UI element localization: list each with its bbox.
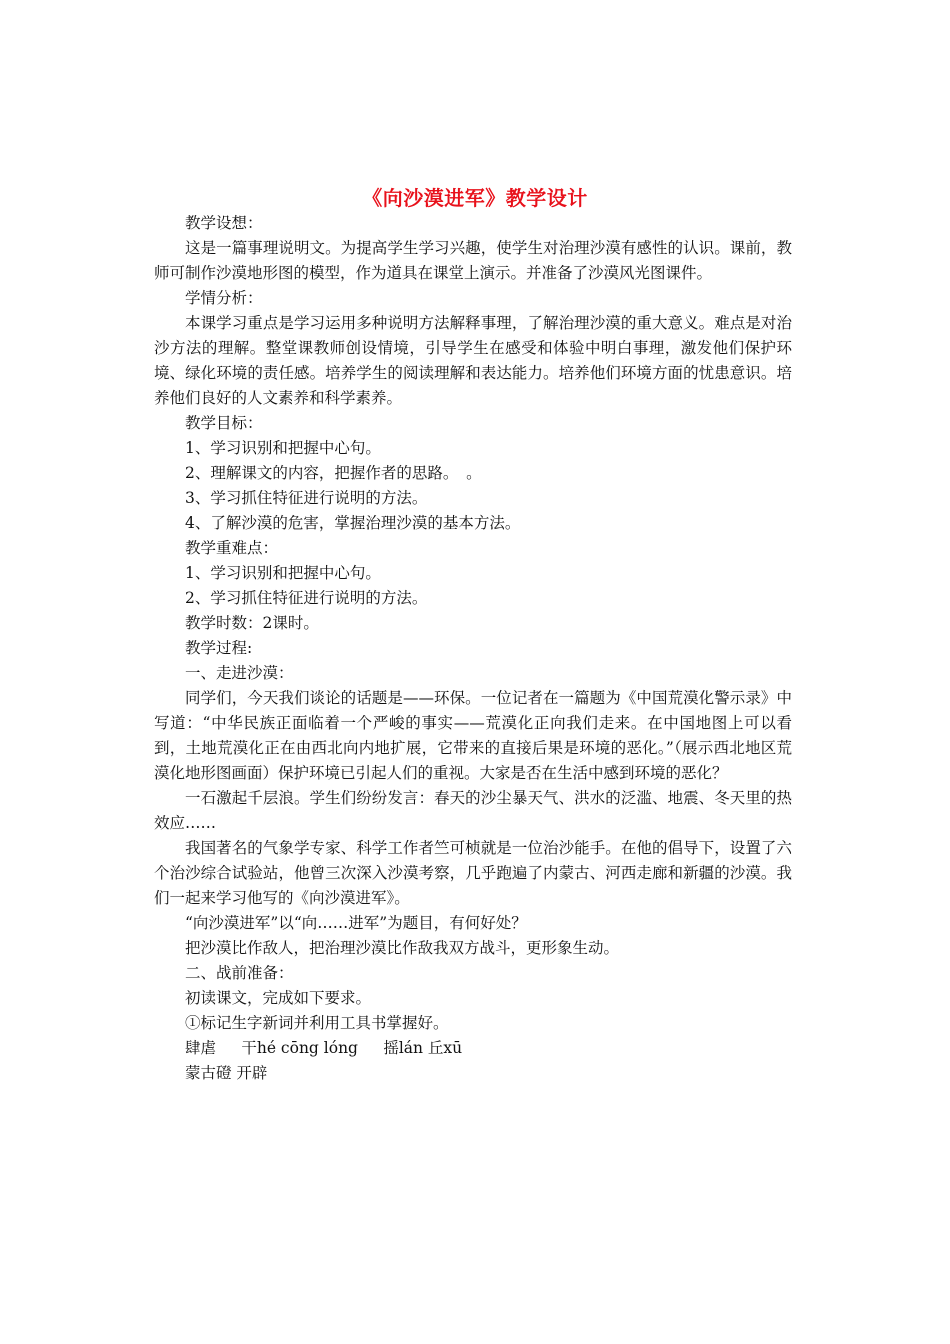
- section-heading-2: 二、战前准备：: [185, 964, 294, 982]
- vocabulary-row-2: 蒙古磴 开辟: [185, 1064, 268, 1082]
- document-title: 《向沙漠进军》教学设计: [362, 186, 588, 210]
- vocabulary-row-1: 肆虐 干hé cōng lóng 摇lán 丘xū: [185, 1039, 463, 1057]
- paragraph-author-intro: 我国著名的气象学专家、科学工作者竺可桢就是一位治沙能手。在他的倡导下，设置了六个治沙综合试验站，他曾三次深入沙漠考察，几乎跑遍了内蒙古、河西走廊和新疆的沙漠。我们一起来学习他写的《向沙漠进军》。: [154, 839, 792, 907]
- document-body: [154, 211, 792, 1086]
- paragraph-answer: 把沙漠比作敌人，把治理沙漠比作敌我双方战斗，更形象生动。: [185, 939, 620, 957]
- section-heading-1: 一、走进沙漠：: [185, 664, 294, 682]
- heading-teaching-goals: 教学目标：: [185, 414, 263, 432]
- heading-teaching-process: 教学过程:: [185, 639, 253, 657]
- paragraph-student-analysis: 本课学习重点是学习运用多种说明方法解释事理，了解治理沙漠的重大意义。难点是对治沙方法的理解。整堂课教师创设情境，引导学生在感受和体验中明白事理，激发他们保护环境、绿化环境的责任感。培养学生的阅读理解和表达能力。培养他们环境方面的忧患意识。培养他们良好的人文素养和科学素养。: [154, 314, 792, 407]
- list-item-key-2: 2、学习抓住特征进行说明的方法。: [185, 589, 428, 607]
- list-item-goal-4: 4、了解沙漠的危害，掌握治理沙漠的基本方法。: [185, 514, 521, 532]
- heading-key-points: 教学重难点：: [185, 539, 279, 557]
- list-item-goal-3: 3、学习抓住特征进行说明的方法。: [185, 489, 428, 507]
- paragraph-intro: 同学们，今天我们谈论的话题是——环保。一位记者在一篇题为《中国荒漠化警示录》中写道：“中华民族正面临着一个严峻的事实——荒漠化正向我们走来。在中国地图上可以看到，土地荒漠化正在由西北向内地扩展，它带来的直接后果是环境的恶化。”（展示西北地区荒漠化地形图画面）保护环境已引起人们的重视。大家是否在生活中感到环境的恶化？: [154, 689, 792, 782]
- heading-student-analysis: 学情分析：: [185, 289, 263, 307]
- paragraph-reading-task: 初读课文，完成如下要求。: [185, 989, 372, 1007]
- list-item-key-1: 1、学习识别和把握中心句。: [185, 564, 381, 582]
- paragraph-vocabulary-task: ①标记生字新词并利用工具书掌握好。: [185, 1014, 449, 1032]
- list-item-goal-2: 2、理解课文的内容，把握作者的思路。 。: [185, 464, 482, 482]
- teaching-hours: 教学时数：2课时。: [185, 614, 319, 632]
- heading-teaching-idea: 教学设想：: [185, 214, 263, 232]
- paragraph-question: “向沙漠进军”以“向……进军”为题目，有何好处？: [185, 914, 527, 932]
- paragraph-student-responses: 一石激起千层浪。学生们纷纷发言：春天的沙尘暴天气、洪水的泛滥、地震、冬天里的热效应……: [154, 789, 792, 832]
- paragraph-teaching-idea: 这是一篇事理说明文。为提高学生学习兴趣，使学生对治理沙漠有感性的认识。课前，教师可制作沙漠地形图的模型，作为道具在课堂上演示。并准备了沙漠风光图课件。: [154, 239, 792, 282]
- list-item-goal-1: 1、学习识别和把握中心句。: [185, 439, 381, 457]
